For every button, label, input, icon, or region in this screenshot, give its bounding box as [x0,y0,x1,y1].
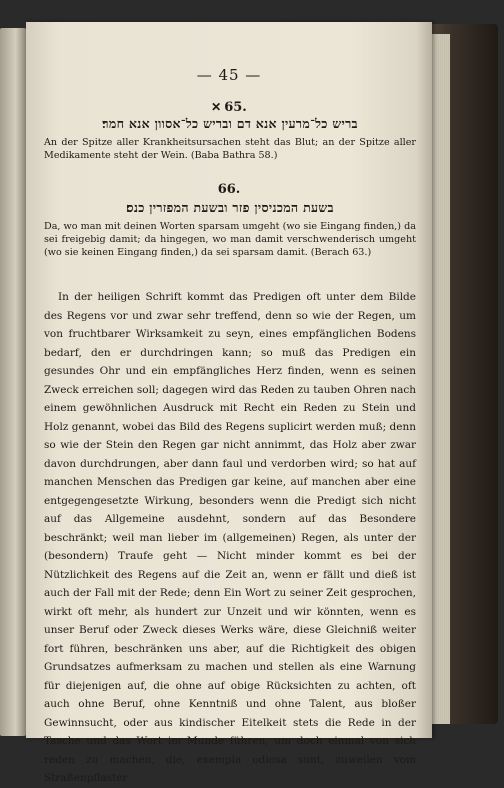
section-65-heading [26,100,432,115]
facing-page-edge [0,28,26,736]
section-65-translation [44,136,416,162]
section-66-number: 66. [217,182,241,197]
section-66-translation-text: Da, wo man mit deinen Worten sparsam umgeht (wo sie Eingang finden,) da sei freigebig damit; da hingegen, wo man damit verschwenderisch umgeht (wo sie keinen Eingang finden,) da sei sparsam damit. (Berach 63.) [44,221,416,258]
page-number: — 45 — [196,66,262,84]
section-66-translation [44,220,416,259]
section-66-heading [26,182,432,197]
section-65-number: 65. [224,100,247,115]
section-66-hebrew: בשעת המכניסין פזר ובשעת המפזרין כנס׃ [126,200,334,215]
section-65-hebrew: בריש כל־מרעין אנא דם ובריש כל־אסוון אנא חמר׃ [102,116,358,131]
section-65-translation-text: An der Spitze aller Krankheitsursachen steht das Blut; an der Spitze aller Medikamente steht der Wein. (Baba Bathra 58.) [44,137,416,161]
pencil-cross-mark: ✕ [211,100,222,114]
body-text [44,288,416,788]
book-page [26,22,432,784]
page-block-edge [432,34,450,724]
body-paragraph: In der heiligen Schrift kommt das Predigen oft unter dem Bilde des Regens vor und zwar sehr treffend, denn so wie der Regen, um von fruchtbarer Wirksamkeit zu seyn, eines empfänglichen Bodens bedarf, den er durchdringen kann; so muß das Predigen ein gesundes Ohr und ein empfängliches Herz finden, wenn es seinen Zweck erreichen soll; dagegen wird das Reden zu tauben Ohren nach einem gewöhnlichen Ausdruck mit Recht ein Reden zu Stein und Holz genannt, wobei das Bild des Regens suplicirt werden muß; denn so wie der Stein den Regen gar nicht annimmt, das Holz aber zwar davon durchdrungen, aber dann faul und verdorben wird; so hat auf manchen Menschen das Predigen gar keine, auf manchen aber eine entgegengesetzte Wirkung, besonders wenn die Predigt sich nicht auf das Allgemeine ausdehnt, sondern auf das Besondere beschränkt; weil man lieber im (allgemeinen) Regen, als unter der (besondern) Traufe geht — Nicht minder kommt es bei der Nützlichkeit des Regens auf die Zeit an, wenn er fällt und dieß ist auch der Fall mit der Rede; denn Ein Wort zu seiner Zeit gesprochen, wirkt oft mehr, als hundert zur Unzeit und wir könnten, wenn es unser Beruf oder Zweck dieses Werks wäre, diese Gleichniß weiter fort führen, beschränken uns aber, auf die Richtigkeit des obigen Grundsatzes aufmerksam zu machen und stellen als eine Warnung für diejenigen auf, die ohne auf obige Rücksichten zu achten, oft auch ohne Beruf, ohne Kenntniß und ohne Talent, aus bloßer Gewinnsucht, oder aus kindischer Eitelkeit stets die Rede in der Tasche und das Wort im Munde führen, um doch einmal von sich reden zu machen, die, exempla odiosa sunt, zuweilen vom Straßenpflaster [44,291,416,784]
